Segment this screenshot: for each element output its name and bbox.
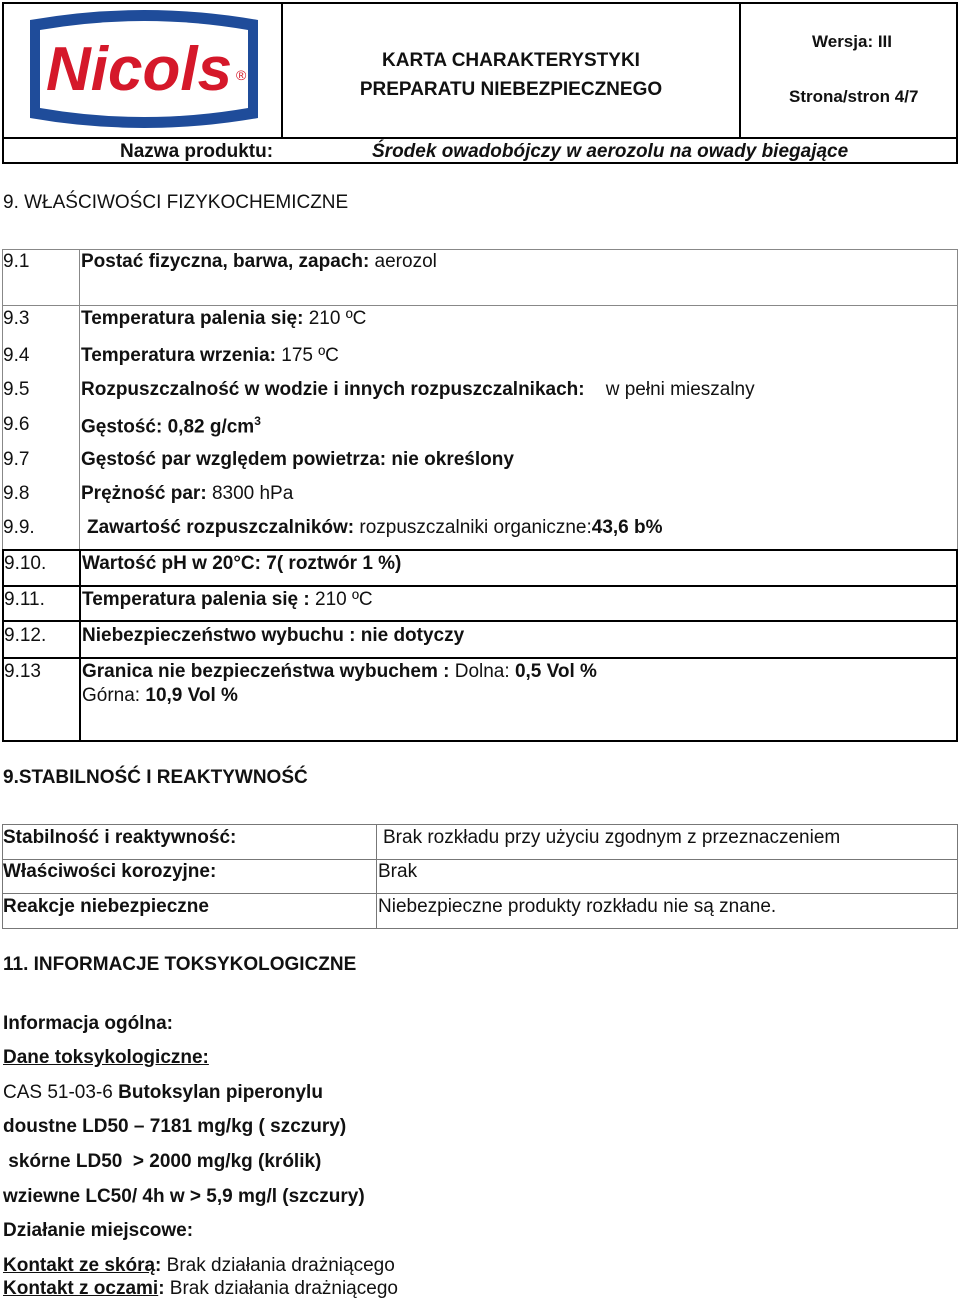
- item-value-bold: 10,9 Vol %: [145, 685, 238, 706]
- sheet-title-line2: PREPARATU NIEBEZPIECZNEGO: [359, 79, 663, 100]
- item-value: 210 ºC: [308, 308, 367, 329]
- item-number: 9.1: [3, 251, 30, 272]
- table-cell-value: Brak rozkładu przy użyciu zgodnym z przeznaczeniem: [383, 827, 841, 848]
- item-value: w pełni mieszalny: [605, 379, 755, 400]
- item-value-bold: 43,6 b%: [591, 517, 663, 538]
- item-number: 9.11.: [4, 589, 45, 610]
- item-value-bold: 0,5 Vol %: [514, 661, 597, 682]
- item-label: Temperatura wrzenia:: [81, 345, 276, 366]
- list-item: [81, 483, 293, 505]
- table-cell-label: Właściwości korozyjne:: [3, 861, 217, 882]
- local-effects-label: Działanie miejscowe:: [3, 1220, 194, 1241]
- skin-contact-value: Brak działania drażniącego: [161, 1255, 395, 1276]
- list-item: [81, 414, 261, 438]
- section11-heading: 11. INFORMACJE TOKSYKOLOGICZNE: [3, 954, 357, 975]
- list-item: [87, 517, 663, 539]
- eye-contact-label: Kontakt z oczami: [3, 1278, 159, 1299]
- item-value: Górna:: [82, 685, 141, 706]
- cas-number: CAS 51-03-6: [3, 1082, 113, 1103]
- item-label: Temperatura palenia się:: [81, 308, 304, 329]
- tox-data-label: Dane toksykologiczne:: [3, 1047, 209, 1068]
- table-cell-value: Niebezpieczne produkty rozkładu nie są znane.: [378, 896, 777, 917]
- list-item: [81, 345, 339, 367]
- list-item: [81, 308, 366, 330]
- table-cell-value: Brak: [378, 861, 418, 882]
- item-value: rozpuszczalniki organiczne:: [359, 517, 592, 538]
- product-name: Środek owadobójczy w aerozolu na owady biegające: [372, 141, 849, 162]
- item-value: 8300 hPa: [211, 483, 294, 504]
- item-label: Temperatura palenia się :: [82, 589, 310, 610]
- eye-contact-value: Brak działania drażniącego: [164, 1278, 398, 1299]
- item-value: 0,82 g/cm: [167, 416, 255, 438]
- item-label: Niebezpieczeństwo wybuchu : nie dotyczy: [82, 625, 465, 646]
- item-label: Granica nie bezpieczeństwa wybuchem :: [82, 661, 450, 682]
- item-number: 9.12.: [4, 625, 47, 646]
- dermal-ld50: skórne LD50 > 2000 mg/kg (królik): [3, 1151, 322, 1172]
- product-label: Nazwa produktu:: [120, 141, 274, 162]
- item-number: 9.3: [3, 308, 30, 329]
- company-logo: [24, 6, 264, 132]
- item-number: 9.4: [3, 345, 30, 366]
- substance-name: Butoksylan piperonylu: [118, 1082, 323, 1103]
- superscript: 3: [254, 414, 261, 428]
- logo-text: Nicols: [46, 35, 233, 104]
- item-number: 9.10.: [4, 553, 47, 574]
- list-item: [81, 379, 755, 401]
- item-label: Wartość pH w 20°C: 7( roztwór 1 %): [82, 553, 402, 574]
- logo-registered-mark: ®: [236, 67, 247, 83]
- inhalation-lc50: wziewne LC50/ 4h w > 5,9 mg/l (szczury): [3, 1186, 365, 1207]
- general-info-label: Informacja ogólna:: [3, 1013, 173, 1034]
- list-item: [82, 685, 238, 707]
- table-cell-label: Stabilność i reaktywność:: [3, 827, 237, 848]
- eye-contact-line: Kontakt z oczami: Brak działania drażniącego: [3, 1278, 398, 1299]
- item-number: 9.5: [3, 379, 30, 400]
- item-value: aerozol: [374, 251, 437, 272]
- item-value: Dolna:: [454, 661, 510, 682]
- item-value: 175 ºC: [281, 345, 339, 366]
- item-number: 9.13: [4, 661, 41, 682]
- oral-ld50: doustne LD50 – 7181 mg/kg ( szczury): [3, 1116, 347, 1137]
- list-item: [82, 589, 373, 611]
- list-item: [81, 251, 437, 273]
- item-number: 9.9.: [3, 517, 35, 538]
- item-label: Zawartość rozpuszczalników:: [87, 517, 355, 538]
- item-label: Prężność par:: [81, 483, 207, 504]
- sheet-title-line1: KARTA CHARAKTERYSTYKI: [382, 50, 640, 71]
- item-label: Rozpuszczalność w wodzie i innych rozpuszczalnikach:: [81, 379, 585, 400]
- item-label: Postać fizyczna, barwa, zapach:: [81, 251, 370, 272]
- page-number: Strona/stron 4/7: [789, 87, 919, 106]
- item-label: Gęstość:: [81, 416, 163, 438]
- section10-heading: 9.STABILNOŚĆ I REAKTYWNOŚĆ: [3, 767, 308, 788]
- item-number: 9.8: [3, 483, 30, 504]
- item-value: 210 ºC: [315, 589, 373, 610]
- section9-heading: 9. WŁAŚCIWOŚCI FIZYKOCHEMICZNE: [3, 192, 349, 213]
- cas-line: [3, 1082, 323, 1104]
- item-number: 9.7: [3, 449, 30, 470]
- version-label: Wersja: III: [812, 32, 892, 51]
- skin-contact-line: Kontakt ze skórą: Brak działania drażniącego: [3, 1255, 395, 1276]
- list-item: [82, 661, 597, 683]
- table-cell-label: Reakcje niebezpieczne: [3, 896, 209, 917]
- item-label: Gęstość par względem powietrza: nie określony: [81, 449, 514, 470]
- item-number: 9.6: [3, 414, 30, 435]
- skin-contact-label: Kontakt ze skórą: [3, 1255, 156, 1276]
